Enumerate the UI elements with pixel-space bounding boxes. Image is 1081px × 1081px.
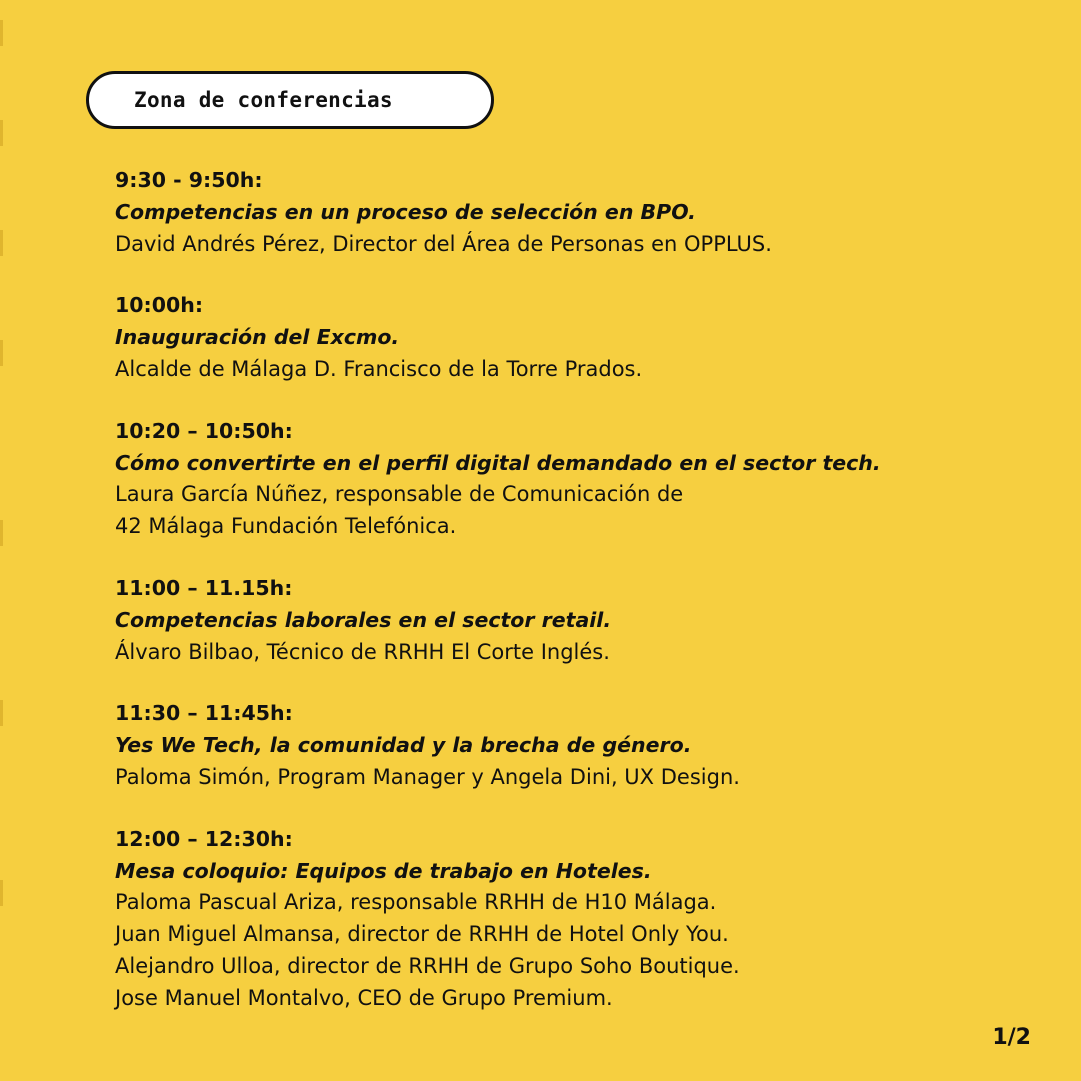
edge-decoration (0, 340, 3, 366)
session-speaker: David Andrés Pérez, Director del Área de Personas en OPPLUS. (115, 231, 772, 256)
edge-decoration (0, 880, 3, 906)
session-speaker: Alcalde de Málaga D. Francisco de la Torre Prados. (115, 356, 643, 381)
agenda-session (115, 416, 1055, 543)
session-time: 10:00h: (115, 293, 204, 318)
agenda-list (115, 165, 1055, 1045)
session-speaker: Alejandro Ulloa, director de RRHH de Grupo Soho Boutique. (115, 953, 740, 978)
session-title: Mesa coloquio: Equipos de trabajo en Hoteles. (115, 858, 652, 883)
session-speaker: 42 Málaga Fundación Telefónica. (115, 514, 457, 539)
session-time: 9:30 - 9:50h: (115, 168, 263, 192)
session-speaker: Juan Miguel Almansa, director de RRHH de Hotel Only You. (115, 922, 729, 947)
section-label: Zona de conferencias (134, 88, 393, 112)
agenda-session (115, 165, 1055, 260)
edge-decoration (0, 230, 3, 256)
edge-decoration (0, 120, 3, 146)
page-indicator: 1/2 (992, 1025, 1031, 1050)
session-time: 10:20 – 10:50h: (115, 418, 293, 443)
session-speaker: Laura García Núñez, responsable de Comunicación de (115, 482, 684, 507)
agenda-session (115, 290, 1055, 385)
session-title: Competencias laborales en el sector retail. (115, 607, 612, 632)
section-label-pill (86, 71, 494, 129)
session-title: Yes We Tech, la comunidad y la brecha de género. (115, 733, 692, 758)
session-title: Inauguración del Excmo. (115, 325, 400, 350)
session-time: 11:30 – 11:45h: (115, 701, 293, 726)
session-title: Competencias en un proceso de selección en BPO. (115, 199, 696, 224)
session-title: Cómo convertirte en el perfil digital demandado en el sector tech. (115, 450, 881, 475)
session-speaker: Jose Manuel Montalvo, CEO de Grupo Premium. (115, 985, 613, 1010)
session-time: 11:00 – 11.15h: (115, 575, 293, 600)
edge-decoration (0, 20, 3, 46)
agenda-session (115, 573, 1055, 668)
session-speaker: Paloma Pascual Ariza, responsable RRHH de H10 Málaga. (115, 890, 717, 915)
session-time: 12:00 – 12:30h: (115, 826, 293, 851)
session-speaker: Paloma Simón, Program Manager y Angela Dini, UX Design. (115, 764, 740, 789)
edge-decoration (0, 700, 3, 726)
session-speaker: Álvaro Bilbao, Técnico de RRHH El Corte Inglés. (115, 639, 610, 664)
agenda-session (115, 698, 1055, 793)
edge-decoration (0, 520, 3, 546)
agenda-session (115, 824, 1055, 1015)
